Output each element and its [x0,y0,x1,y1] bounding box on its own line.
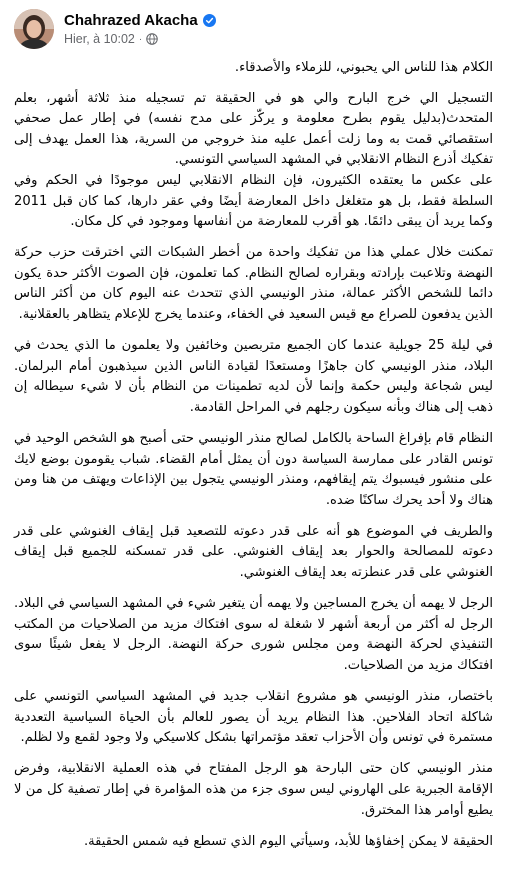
verified-badge-icon [203,14,216,27]
avatar-photo-icon [14,9,54,49]
post-paragraph: والطريف في الموضوع هو أنه على قدر دعوته للتصعيد قبل إيقاف الغنوشي على قدر دعوته للمصالحة والحوار بعد إيقاف الغنوشي. على قدر تمسكنه للجميع قبل إيقاف الغنوشي على قدر عنطزته بعد إيقاف الغنوشي. [14,523,493,581]
post-paragraph: الرجل لا يهمه أن يخرج المساجين ولا يهمه أن يتغير شيء في المشهد السياسي في البلاد. الرجل له أكثر من أربعة أشهر لا شغلة له سوى افتكاك مزيد من الصلاحيات من المكتب التنفيذي لحركة النهضة ومن مجلس شورى حركة النهضة. الرجل لا يفعل شيئًا سوى افتكاك مزيد من الصلاحيات. [14,596,493,673]
post-paragraph: التسجيل الي خرج البارح والي هو في الحقيقة تم تسجيله منذ ثلاثة أشهر، بعلم المتحدث(بدليل يقوم بطرح معلومة و يركّز على مدح نفسه) في إطار عمل صحفي استقصائي قمت به وما زلت أعمل عليه منذ خروجي من السرية، هذا العمل يهدف إلى تفكيك أذرع النظام الانقلابي في المشهد السياسي التونسي. [14,90,493,168]
post-paragraph: الكلام هذا للناس الي يحبوني، للزملاء والأصدقاء. [234,60,493,75]
post-timestamp[interactable]: Hier, à 10:02 [64,32,135,46]
post-paragraph: باختصار، منذر الونيسي هو مشروع انقلاب جديد في المشهد السياسي التونسي على شاكلة اتحاد الفلاحين. هذا النظام يريد أن يصور للعالم بأن الحياة السياسية التعددية مستمرة في تونس وأن الأحزاب تعقد مؤتمراتها بشكل كلاسيكي ولا وجود لقمع ولا لظلم. [14,689,493,746]
timestamp-row [64,32,216,46]
meta-separator: · [138,33,143,45]
author-avatar[interactable] [14,9,54,49]
post-paragraph: تمكنت خلال عملي هذا من تفكيك واحدة من أخطر الشبكات التي اخترقت حزب حركة النهضة وتلاعبت بإرادته وبقراره لصالح النظام. كما تعلمون، فإن الصوت الأكثر حدة يكون دائما للشخص الأكثر عمالة، منذر الونيسي الذي تتحدث عنه اليوم كان من أكثر الناس الذين يدفعون للصراع مع قيس السعيد في الخفاء، وعندما يخرج للإعلام يتظاهر بالعقلانية. [14,245,493,323]
post-paragraph: النظام قام بإفراغ الساحة بالكامل لصالح منذر الونيسي حتى أصبح هو الشخص الوحيد في تونس القادر على ممارسة السياسة دون أن يمثل أمام القضاء. شباب يقومون بوضع لايك على منشور فيسبوك يتم إيقافهم، ومنذر الونيسي يتجول بين الإذاعات ويهتف من هنا ومن هناك ولا أحد يحرك ساكنًا ضده. [14,431,493,508]
post-paragraph: في ليلة 25 جويلية عندما كان الجميع متربصين وخائفين ولا يعلمون ما الذي يحدث في البلاد، منذر الونيسي كان جاهزًا ومستعدًا لقيادة الناس الذين سيذهبون أمام البرلمان. ليس شجاعة وليس حكمة وإنما لأن لديه تطمينات من النظام بأن لا شيء سيطاله إن ذهب إلى هناك وبأنه سيكون رجلهم في المراحل القادمة. [14,338,493,415]
post-paragraph: منذر الونيسي كان حتى البارحة هو الرجل المفتاح في هذه العملية الانقلابية، وفرض الإقامة الجبرية على الهاروني ليس سوى جزء من هذه المؤامرة في إطار تصفية كل من لا يطيع أوامر هذا المخترق. [14,761,493,818]
post-body [0,58,507,852]
post-header [0,0,507,58]
post-paragraph: الحقيقة لا يمكن إخفاؤها للأبد، وسيأتي اليوم الذي تسطع فيه شمس الحقيقة. [83,833,493,849]
globe-icon[interactable] [146,33,158,45]
author-row [64,12,216,29]
author-name[interactable]: Chahrazed Akacha [64,12,198,29]
post-paragraph: على عكس ما يعتقده الكثيرون، فإن النظام الانقلابي ليس موجودًا في الحكم وفي السلطة فقط، بل هو متغلغل داخل المعارضة أيضًا وفي عقر دارها، كما كان قبل 2011 وكما يريد أن يبقى دائمًا. هو أقرب للمعارضة من أنفاسها وموجود في كل مكان. [14,172,493,230]
post-meta [64,9,216,46]
